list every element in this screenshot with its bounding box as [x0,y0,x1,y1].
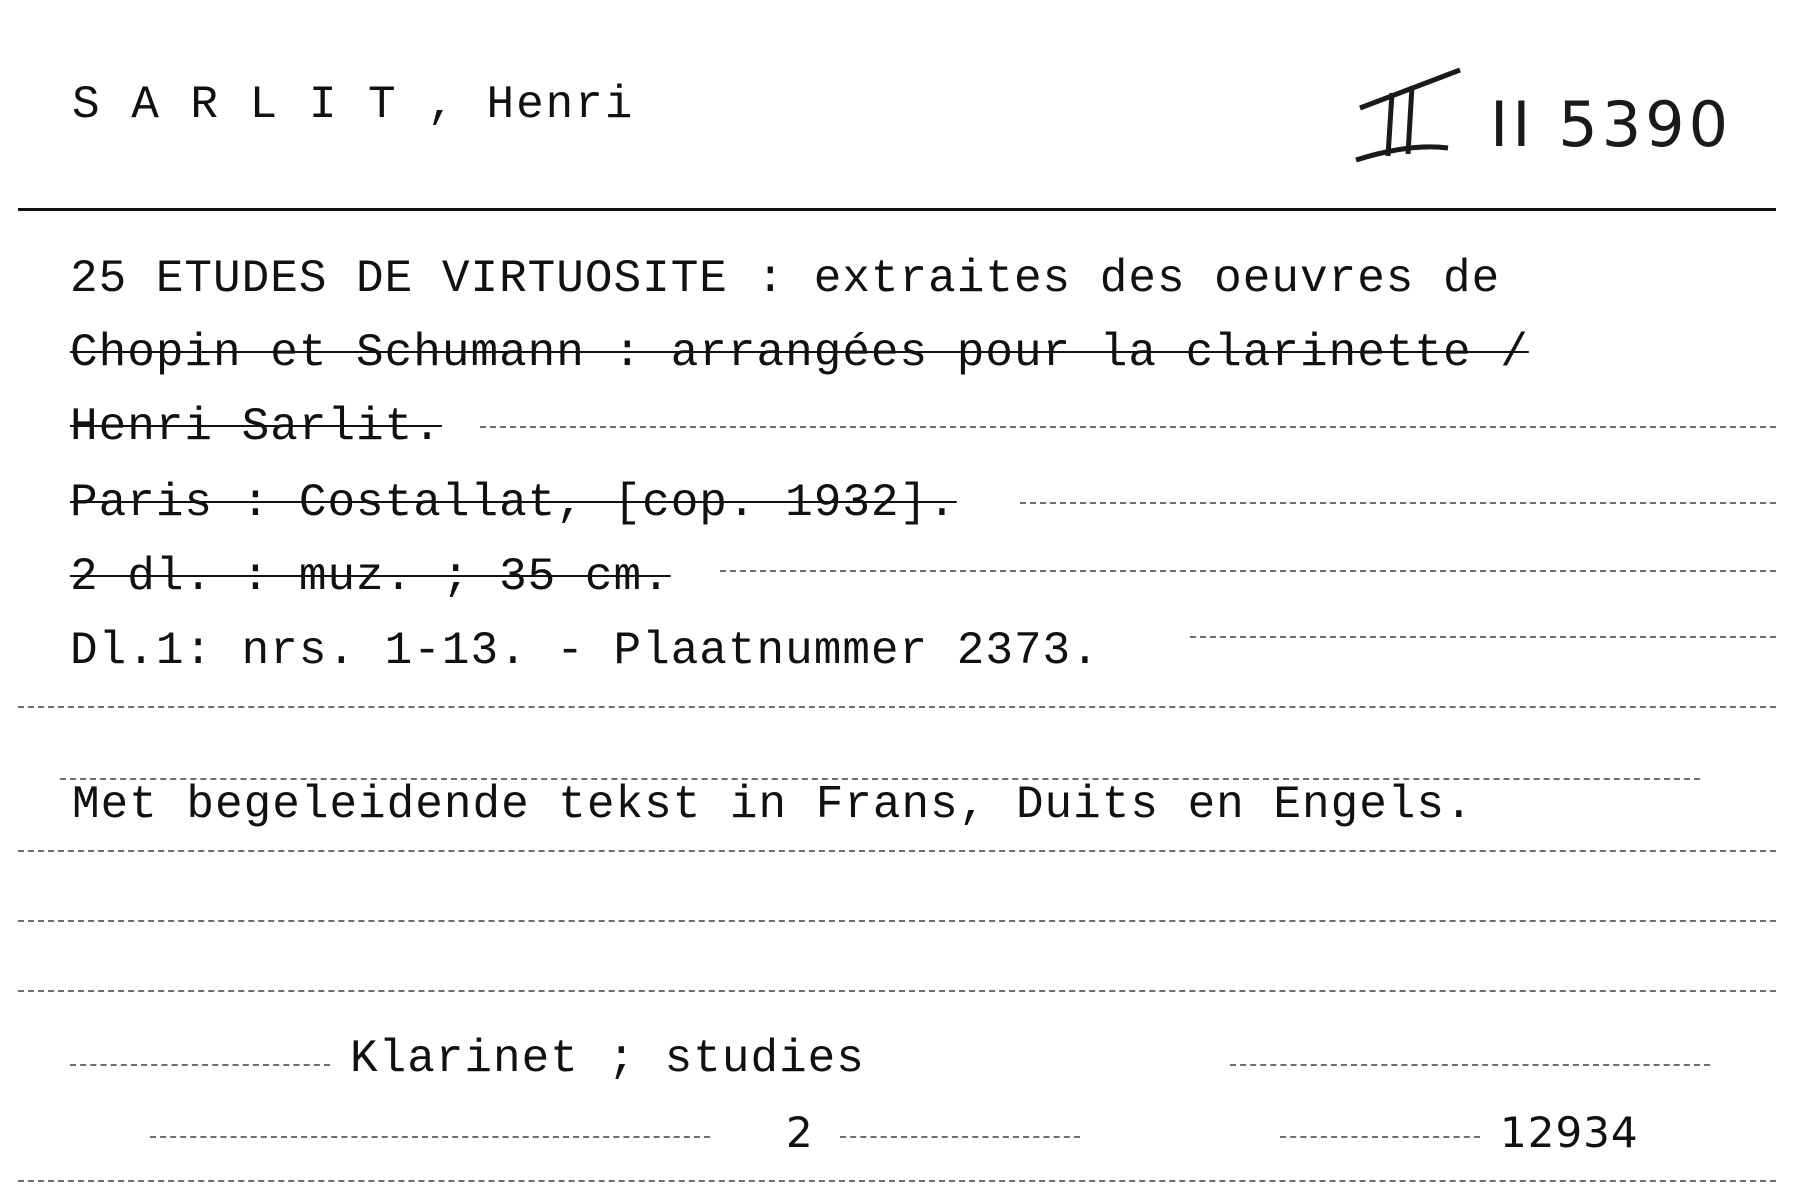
volume-note-line: Dl.1: nrs. 1-13. - Plaatnummer 2373. [70,625,1100,677]
subject-heading: Klarinet ; studies [350,1033,865,1085]
note-line: Met begeleidende tekst in Frans, Duits en Engels. [72,779,1474,831]
dashed-rule [1280,1136,1480,1138]
author-heading: S A R L I T , Henri [72,79,635,131]
imprint-line: Paris : Costallat, [cop. 1932]. [70,477,957,529]
collation-line: 2 dl. : muz. ; 35 cm. [70,551,671,603]
accession-number: 12934 [1500,1108,1639,1157]
call-number-handwritten [1350,48,1750,168]
title-line-2: Chopin et Schumann : arrangées pour la clarinette / [70,327,1529,379]
dashed-rule [1020,502,1776,504]
dashed-rule [720,570,1776,572]
dashed-rule [18,920,1776,922]
dashed-rule [480,426,1776,428]
title-line-1: 25 ETUDES DE VIRTUOSITE : extraites des oeuvres de [70,253,1501,305]
dashed-rule [70,1064,330,1066]
dashed-rule [150,1136,710,1138]
dashed-rule [840,1136,1080,1138]
dashed-rule [18,850,1776,852]
title-line-3: Henri Sarlit. [70,401,442,453]
dashed-rule [18,1180,1776,1182]
dashed-rule [1190,636,1776,638]
dashed-rule [18,706,1776,708]
volume-number: 2 [786,1108,814,1157]
dashed-rule [18,990,1776,992]
call-number: II 5390 [1490,88,1733,161]
divider-rule [18,208,1776,211]
dashed-rule [1230,1064,1710,1066]
